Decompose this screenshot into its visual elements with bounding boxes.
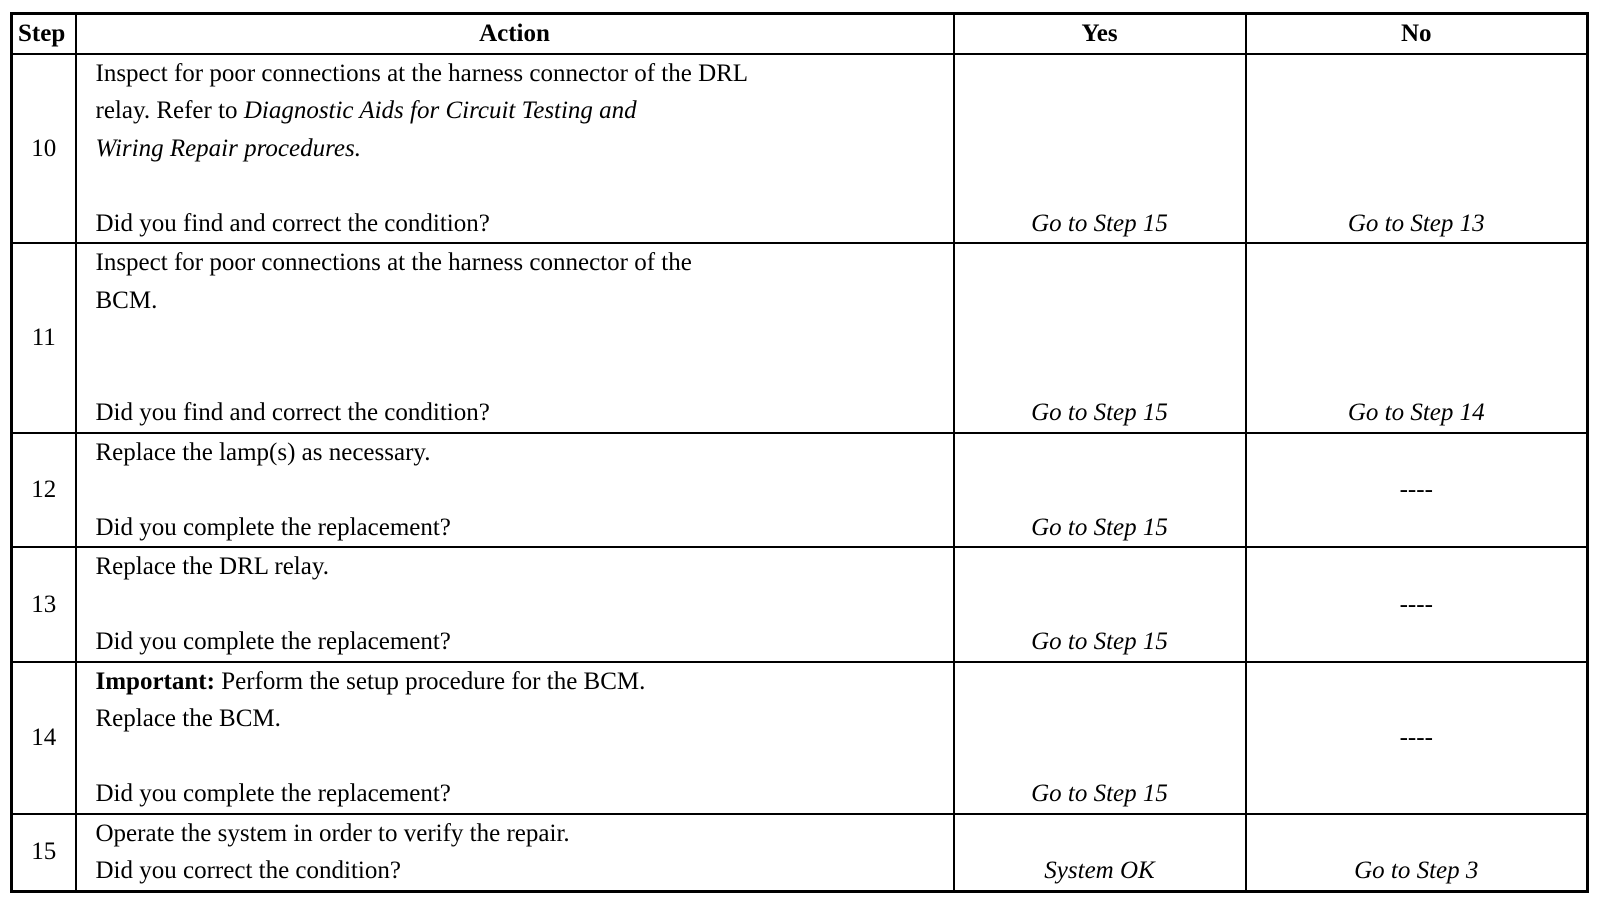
- header-step: Step: [12, 14, 76, 54]
- yes-outcome: Go to Step 15: [954, 243, 1246, 433]
- important-text: Perform the setup procedure for the BCM.: [214, 667, 646, 695]
- diagnostic-table-page: [10, 12, 1586, 888]
- table-row: [12, 54, 1588, 244]
- action-text: Replace the lamp(s) as necessary.: [95, 438, 431, 466]
- reference-link-text: Wiring Repair procedures.: [95, 134, 361, 162]
- action-cell: [76, 547, 954, 662]
- header-yes: Yes: [954, 14, 1246, 54]
- action-text: Inspect for poor connections at the harness connector of the: [95, 249, 692, 276]
- action-cell: [76, 662, 954, 814]
- yes-outcome: Go to Step 15: [954, 662, 1246, 814]
- action-question: Did you complete the replacement?: [95, 513, 451, 541]
- action-cell: [76, 243, 954, 433]
- action-cell: [76, 433, 954, 548]
- yes-outcome: Go to Step 15: [954, 54, 1246, 244]
- action-question: Did you find and correct the condition?: [95, 209, 490, 237]
- yes-outcome: Go to Step 15: [954, 547, 1246, 662]
- action-text: Replace the DRL relay.: [95, 553, 329, 580]
- action-text: BCM.: [95, 286, 158, 314]
- step-number: 15: [12, 814, 76, 892]
- no-outcome: Go to Step 14: [1246, 243, 1588, 433]
- table-row: [12, 814, 1588, 892]
- action-text: Replace the BCM.: [95, 705, 281, 732]
- no-outcome: Go to Step 13: [1246, 54, 1588, 244]
- table-row: [12, 243, 1588, 433]
- action-text-plain: relay. Refer to: [95, 97, 244, 124]
- action-cell: [76, 814, 954, 892]
- action-cell: [76, 54, 954, 244]
- action-text: Inspect for poor connections at the harness connector of the DRL: [95, 59, 749, 87]
- diagnostic-steps-table: [10, 12, 1589, 893]
- table-row: [12, 433, 1588, 548]
- table-header-row: [12, 14, 1588, 54]
- table-row: [12, 662, 1588, 814]
- no-outcome: ----: [1246, 433, 1588, 548]
- yes-outcome: Go to Step 15: [954, 433, 1246, 548]
- no-outcome: ----: [1246, 662, 1588, 814]
- action-question: Did you find and correct the condition?: [95, 399, 490, 426]
- important-label: Important:: [95, 667, 215, 695]
- step-number: 13: [12, 547, 76, 662]
- step-number: 11: [12, 243, 76, 433]
- action-question: Did you complete the replacement?: [95, 780, 451, 807]
- step-number: 14: [12, 662, 76, 814]
- step-number: 12: [12, 433, 76, 548]
- action-question: Did you correct the condition?: [95, 857, 401, 884]
- action-text: [96, 92, 953, 130]
- reference-link-text: Diagnostic Aids for Circuit Testing and: [243, 97, 637, 124]
- no-outcome: ----: [1246, 547, 1588, 662]
- action-question: Did you complete the replacement?: [95, 628, 451, 655]
- table-row: [12, 547, 1588, 662]
- yes-outcome: System OK: [954, 814, 1246, 892]
- header-no: No: [1246, 14, 1588, 54]
- action-text: Operate the system in order to verify the repair.: [95, 819, 570, 847]
- action-text: [96, 663, 953, 701]
- step-number: 10: [12, 54, 76, 244]
- no-outcome: Go to Step 3: [1246, 814, 1588, 892]
- header-action: Action: [76, 14, 954, 54]
